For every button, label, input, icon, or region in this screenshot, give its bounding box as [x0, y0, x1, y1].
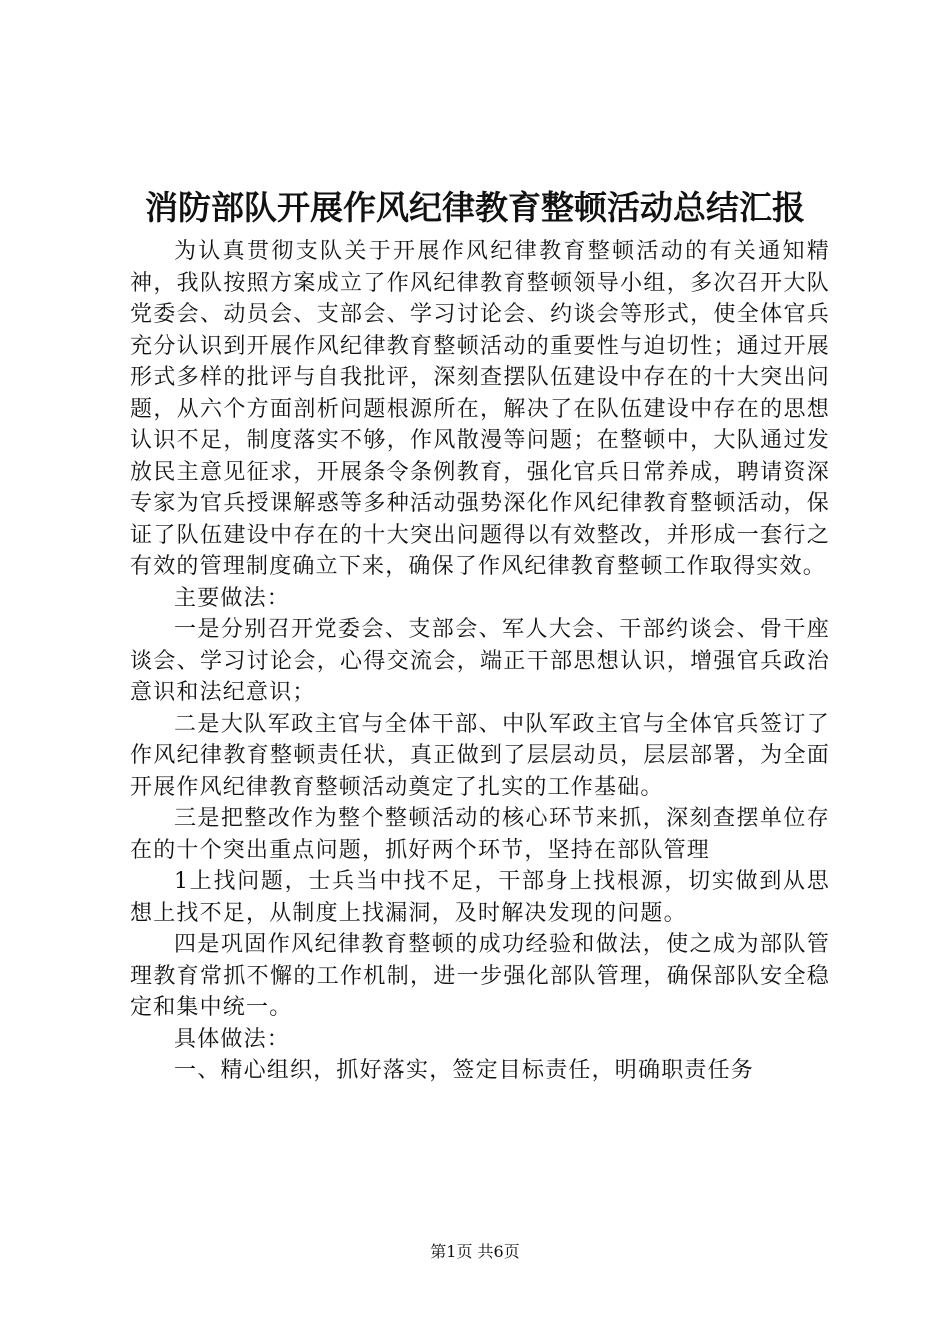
- paragraph-method-two: 二是大队军政主官与全体干部、中队军政主官与全体官兵签订了作风纪律教育整顿责任状，真正做到了层层动员，层层部署，为全面开展作风纪律教育整顿活动奠定了扎实的工作基础。: [130, 711, 830, 800]
- paragraph-method-three-continued: 1上找问题，士兵当中找不足，干部身上找根源，切实做到从思想上找不足，从制度上找漏洞，及时解决发现的问题。: [130, 869, 830, 926]
- paragraph-method-one: 一是分别召开党委会、支部会、军人大会、干部约谈会、骨干座谈会、学习讨论会，心得交流会，端正干部思想认识，增强官兵政治意识和法纪意识；: [130, 617, 830, 705]
- paragraph-intro: 为认真贯彻支队关于开展作风纪律教育整顿活动的有关通知精神，我队按照方案成立了作风纪律教育整顿领导小组，多次召开大队党委会、动员会、支部会、学习讨论会、约谈会等形式，使全体官兵充分认识到开展作风纪律教育整顿活动的重要性与迫切性；通过开展形式多样的批评与自我批评，深刻查摆队伍建设中存在的十大突出问题，从六个方面剖析问题根源所在，解决了在队伍建设中存在的思想认识不足，制度落实不够，作风散漫等问题；在整顿中，大队通过发放民主意见征求，开展条令条例教育，强化官兵日常养成，聘请资深专家为官兵授课解惑等多种活动强势深化作风纪律教育整顿活动，保证了队伍建设中存在的十大突出问题得以有效整改，并形成一套行之有效的管理制度确立下来，确保了作风纪律教育整顿工作取得实效。: [130, 239, 830, 579]
- document-body: [130, 236, 830, 1087]
- paragraph-method-three: 三是把整改作为整个整顿活动的核心环节来抓，深刻查摆单位存在的十个突出重点问题，抓好两个环节，坚持在部队管理: [130, 806, 830, 863]
- paragraph-specific-methods-heading: 具体做法：: [174, 1026, 291, 1052]
- document-title: 消防部队开展作风纪律教育整顿活动总结汇报: [145, 188, 805, 227]
- paragraph-method-four: 四是巩固作风纪律教育整顿的成功经验和做法，使之成为部队管理教育常抓不懈的工作机制，进一步强化部队管理，确保部队安全稳定和集中统一。: [130, 932, 830, 1020]
- paragraph-main-methods-heading: 主要做法：: [174, 585, 291, 611]
- page-footer: 第1页 共6页: [430, 1242, 520, 1261]
- paragraph-specific-one: 一、精心组织，抓好落实，签定目标责任，明确职责任务: [174, 1058, 755, 1083]
